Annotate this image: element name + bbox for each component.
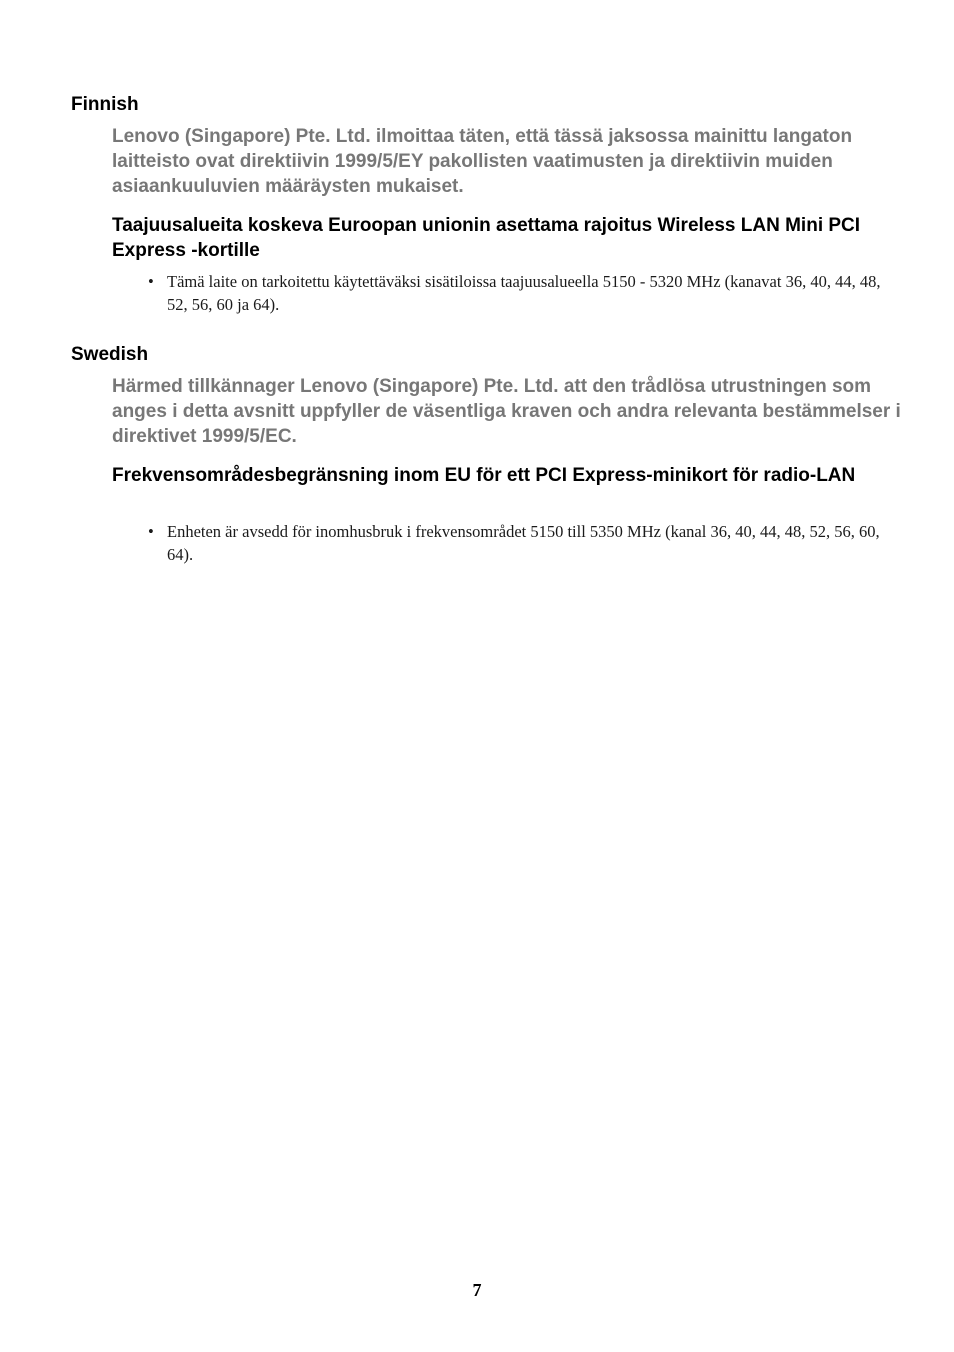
bullet-list-swedish <box>148 520 883 566</box>
section-heading-finnish: Finnish <box>71 94 139 115</box>
declaration-finnish: Lenovo (Singapore) Pte. Ltd. ilmoittaa täten, että tässä jaksossa mainittu langaton laitteisto ovat direktiivin 1999/5/EY pakollisten vaatimusten ja direktiivin muiden asiaankuuluvien määräysten mukaiset. <box>112 126 853 197</box>
restriction-heading-finnish: Taajuusalueita koskeva Euroopan unionin asettama rajoitus Wireless LAN Mini PCI Express -kortille <box>112 215 861 261</box>
list-item <box>148 270 883 316</box>
bullet-icon: • <box>148 522 154 541</box>
declaration-swedish: Härmed tillkännager Lenovo (Singapore) Pte. Ltd. att den trådlösa utrustningen som anges i detta avsnitt uppfyller de väsentliga kraven och andra relevanta bestämmelser i direktivet 1999/5/EC. <box>112 376 901 447</box>
bullet-icon: • <box>148 272 154 291</box>
bullet-list-finnish <box>148 270 883 316</box>
restriction-heading-swedish: Frekvensområdesbegränsning inom EU för ett PCI Express-minikort för radio-LAN <box>112 465 856 486</box>
list-item-text: Tämä laite on tarkoitettu käytettäväksi sisätiloissa taajuusalueella 5150 - 5320 MHz (kanavat 36, 40, 44, 48, 52, 56, 60 ja 64). <box>167 272 881 314</box>
page-number: 7 <box>472 1280 482 1300</box>
list-item-text: Enheten är avsedd för inomhusbruk i frekvensområdet 5150 till 5350 MHz (kanal 36, 40, 44, 48, 52, 56, 60, 64). <box>167 522 880 564</box>
list-item <box>148 520 883 566</box>
section-heading-swedish: Swedish <box>71 344 149 365</box>
